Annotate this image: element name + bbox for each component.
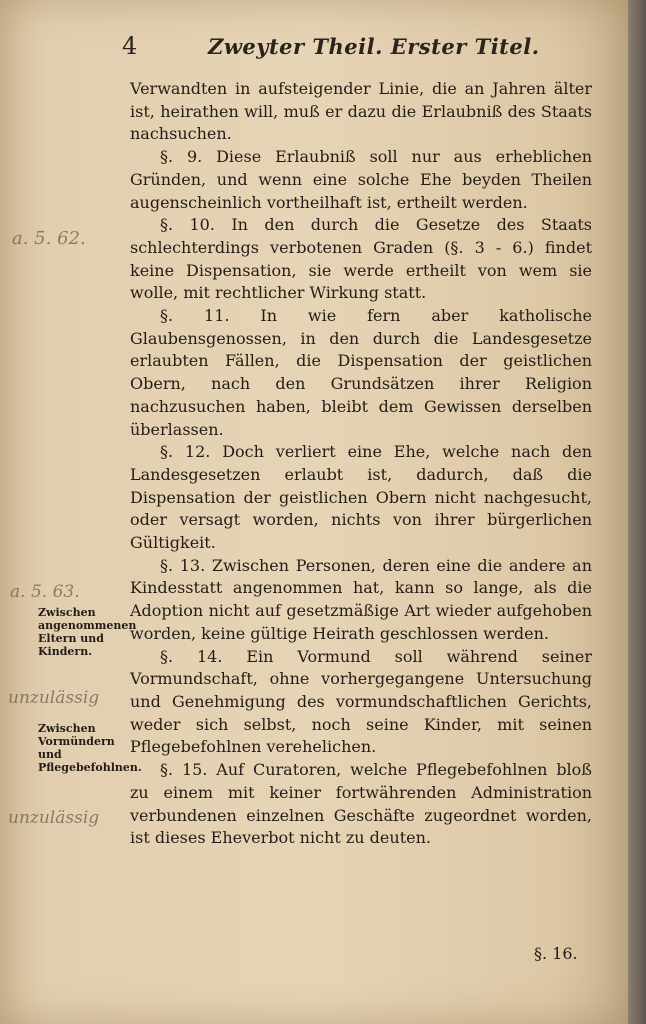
running-title: Zweyter Theil. Erster Titel. bbox=[208, 34, 540, 59]
handwritten-annotation: unzulässig bbox=[8, 808, 100, 828]
paragraph-section-14: §. 14. Ein Vormund soll während seiner Vormundschaft, ohne vorhergegangene Untersuchung und Genehmigung des vormundschaftlichen Gerichts, weder sich selbst, noch seine Kinder, mit seinen Pflegebefohlnen verehelichen. bbox=[130, 646, 592, 757]
paragraph-section-10: §. 10. In den durch die Gesetze des Staats schlechterdings verbotenen Graden (§. 3 - 6.) findet keine Dispensation, sie werde ertheilt von wem sie wolle, mit rechtlicher Wirkung statt. bbox=[130, 215, 592, 303]
handwritten-annotation: a. 5. 62. bbox=[12, 228, 86, 249]
paragraph-section-9: §. 9. Diese Erlaubniß soll nur aus erheblichen Gründen, und wenn eine solche Ehe beyden Theilen augenscheinlich vortheilhaft ist, ertheilt werden. bbox=[130, 147, 592, 212]
paragraph-section-15: §. 15. Auf Curatoren, welche Pflegebefohlnen bloß zu einem mit keiner fortwährenden Administration verbundenen einzelnen Geschäfte zugeordnet worden, ist dieses Eheverbot nicht zu deuten. bbox=[130, 760, 592, 848]
margin-note-adoption: Zwischen angenommenen Eltern und Kindern. bbox=[38, 606, 137, 658]
catchword: §. 16. bbox=[534, 944, 578, 963]
page-number: 4 bbox=[122, 32, 138, 60]
page-edge bbox=[628, 0, 646, 1024]
body-text bbox=[130, 78, 592, 850]
paragraph-continuation: Verwandten in aufsteigender Linie, die an Jahren älter ist, heirathen will, muß er dazu die Erlaubniß des Staats nachsuchen. bbox=[130, 79, 592, 144]
handwritten-annotation: a. 5. 63. bbox=[10, 582, 80, 602]
paragraph-section-11: §. 11. In wie fern aber katholische Glaubensgenossen, in den durch die Landesgesetze erlaubten Fällen, die Dispensation der geistlichen Obern, nach den Grundsätzen ihrer Religion nachzusuchen haben, bleibt dem Gewissen derselben überlassen. bbox=[130, 306, 592, 439]
paragraph-section-12: §. 12. Doch verliert eine Ehe, welche nach den Landesgesetzen erlaubt ist, dadurch, daß die Dispensation der geistlichen Obern nicht nachgesucht, oder versagt worden, nichts von ihrer bürgerlichen Gültigkeit. bbox=[130, 442, 592, 553]
handwritten-annotation: unzulässig bbox=[8, 688, 100, 708]
page-header bbox=[122, 30, 592, 64]
paragraph-section-13: §. 13. Zwischen Personen, deren eine die andere an Kindesstatt angenommen hat, kann so lange, als die Adoption nicht auf gesetzmäßige Art wieder aufgehoben worden, keine gültige Heirath geschlossen werden. bbox=[130, 555, 592, 643]
margin-note-guardian: Zwischen Vormündern und Pflegebefohlnen. bbox=[38, 722, 142, 774]
